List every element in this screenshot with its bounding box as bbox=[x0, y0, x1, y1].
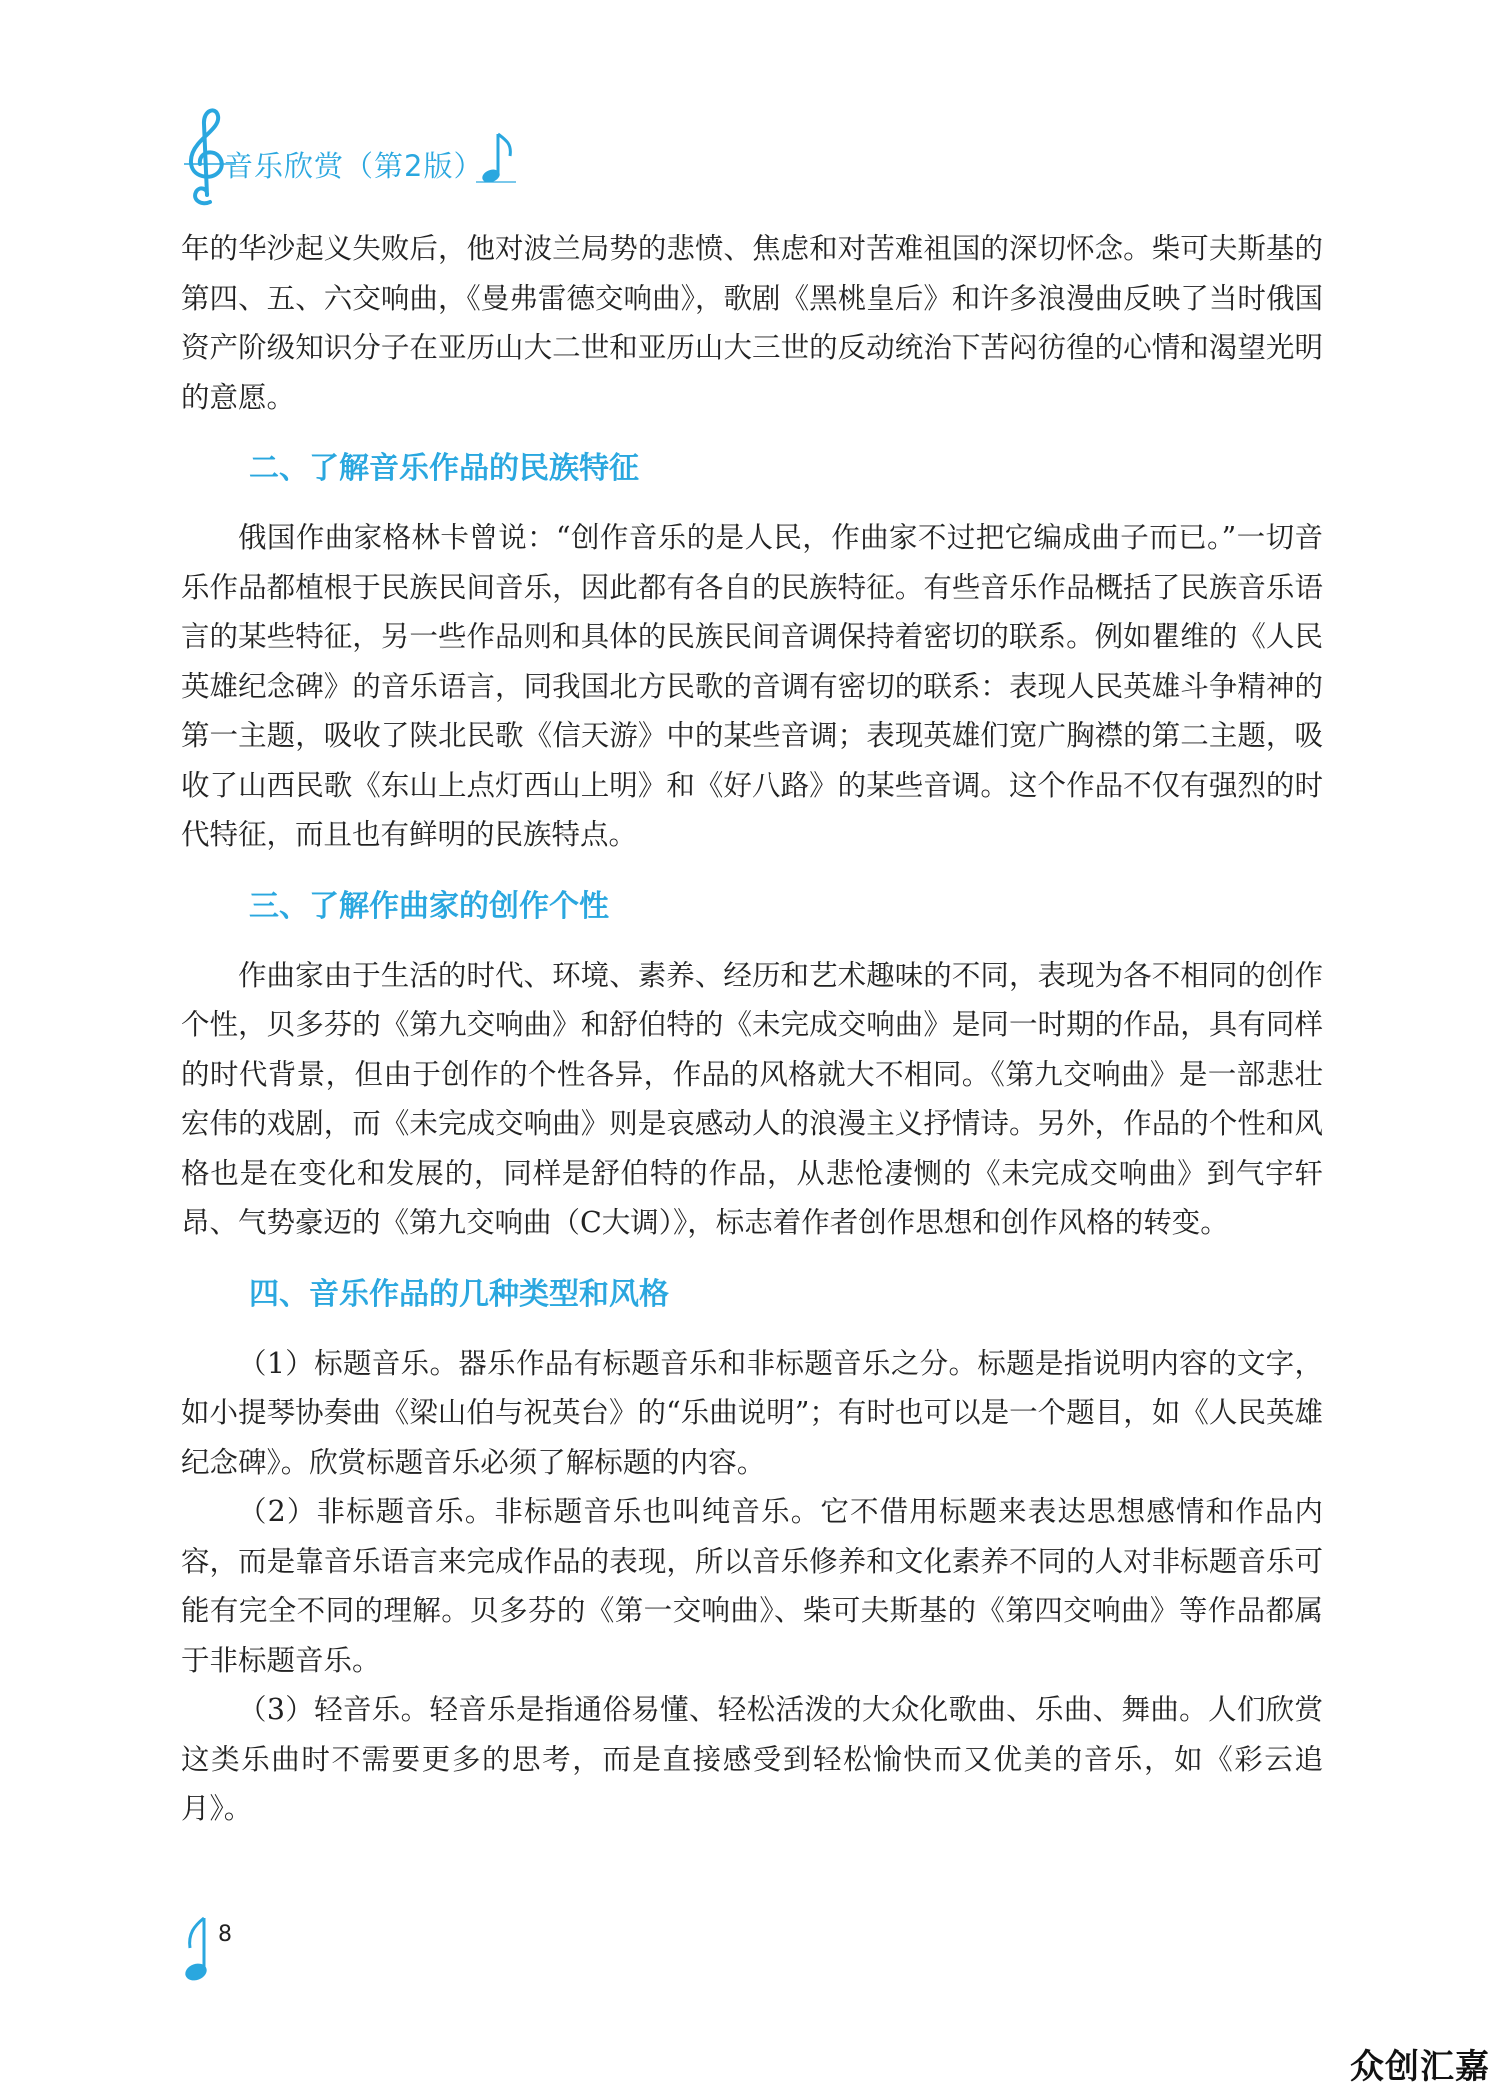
section-heading-3: 三、了解作曲家的创作个性 bbox=[249, 888, 609, 924]
eighth-note-icon bbox=[178, 1914, 218, 1986]
paragraph-absolute-music: （2）非标题音乐。非标题音乐也叫纯音乐。它不借用标题来表达思想感情和作品内容，而是靠音乐语言来完成作品的表现，所以音乐修养和文化素养不同的人对非标题音乐可能有完全不同的理解。贝多芬的《第一交响曲》、柴可夫斯基的《第四交响曲》等作品都属于非标题音乐。 bbox=[181, 1495, 1323, 1677]
paragraph-intro: 年的华沙起义失败后，他对波兰局势的悲愤、焦虑和对苦难祖国的深切怀念。柴可夫斯基的第四、五、六交响曲，《曼弗雷德交响曲》，歌剧《黑桃皇后》和许多浪漫曲反映了当时俄国资产阶级知识分子在亚历山大二世和亚历山大三世的反动统治下苦闷彷徨的心情和渴望光明的意愿。 bbox=[181, 232, 1323, 414]
main-content bbox=[181, 224, 1323, 1834]
page-footer bbox=[178, 1914, 258, 1986]
book-title: 音乐欣赏（第2版） bbox=[224, 149, 484, 183]
section-heading-4: 四、音乐作品的几种类型和风格 bbox=[249, 1276, 669, 1312]
eighth-note-icon bbox=[476, 130, 516, 186]
running-header bbox=[180, 104, 540, 208]
paragraph-title-music: （1）标题音乐。器乐作品有标题音乐和非标题音乐之分。标题是指说明内容的文字，如小提琴协奏曲《梁山伯与祝英台》的“乐曲说明”；有时也可以是一个题目，如《人民英雄纪念碑》。欣赏标题音乐必须了解标题的内容。 bbox=[181, 1346, 1323, 1479]
paragraph-section-3: 作曲家由于生活的时代、环境、素养、经历和艺术趣味的不同，表现为各不相同的创作个性，贝多芬的《第九交响曲》和舒伯特的《未完成交响曲》是同一时期的作品，具有同样的时代背景，但由于创作的个性各异，作品的风格就大不相同。《第九交响曲》是一部悲壮宏伟的戏剧，而《未完成交响曲》则是哀感动人的浪漫主义抒情诗。另外，作品的个性和风格也是在变化和发展的，同样是舒伯特的作品，从悲怆凄恻的《未完成交响曲》到气宇轩昂、气势豪迈的《第九交响曲（C大调）》，标志着作者创作思想和创作风格的转变。 bbox=[181, 958, 1323, 1239]
section-heading-2: 二、了解音乐作品的民族特征 bbox=[249, 451, 639, 486]
page-number: 8 bbox=[218, 1922, 232, 1947]
watermark-logo: 众创汇嘉 bbox=[1350, 2047, 1490, 2087]
paragraph-section-2: 俄国作曲家格林卡曾说：“创作音乐的是人民，作曲家不过把它编成曲子而已。”一切音乐作品都植根于民族民间音乐，因此都有各自的民族特征。有些音乐作品概括了民族音乐语言的某些特征，另一些作品则和具体的民族民间音调保持着密切的联系。例如瞿维的《人民英雄纪念碑》的音乐语言，同我国北方民歌的音调有密切的联系：表现人民英雄斗争精神的第一主题，吸收了陕北民歌《信天游》中的某些音调；表现英雄们宽广胸襟的第二主题，吸收了山西民歌《东山上点灯西山上明》和《好八路》的某些音调。这个作品不仅有强烈的时代特征，而且也有鲜明的民族特点。 bbox=[181, 521, 1323, 851]
paragraph-light-music: （3）轻音乐。轻音乐是指通俗易懂、轻松活泼的大众化歌曲、乐曲、舞曲。人们欣赏这类乐曲时不需要更多的思考，而是直接感受到轻松愉快而又优美的音乐，如《彩云追月》。 bbox=[181, 1693, 1323, 1825]
